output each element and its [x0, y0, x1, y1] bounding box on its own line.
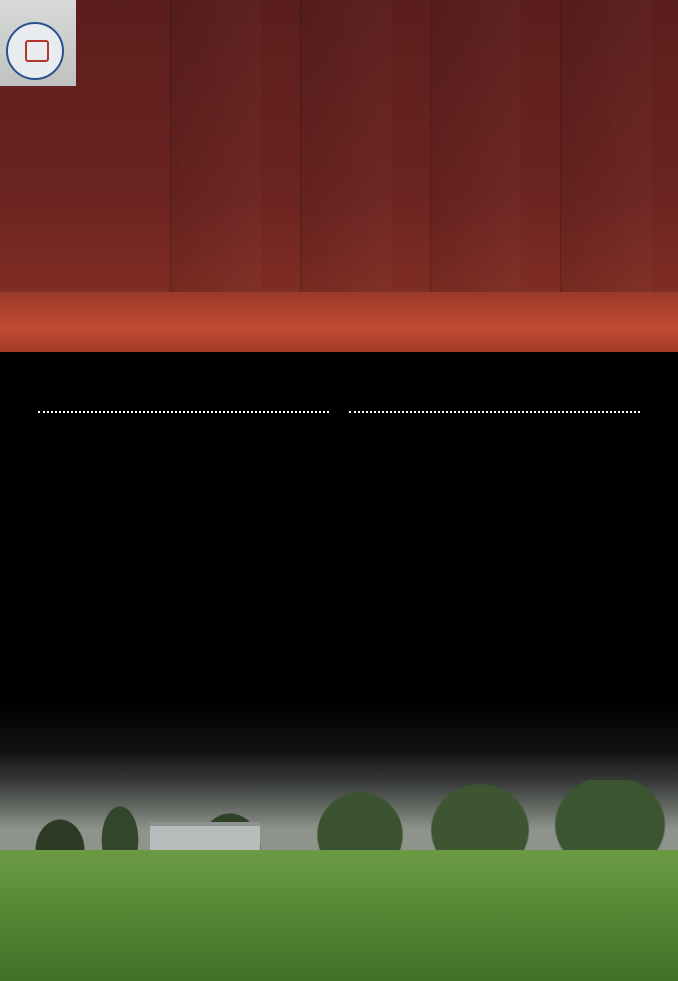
wall-panel [430, 0, 521, 300]
choir-stage-photo [0, 0, 678, 352]
choir-outdoor-photo [0, 700, 678, 981]
wall-panel [560, 0, 651, 300]
lawn [0, 850, 678, 981]
stage-floor [0, 292, 678, 352]
projection-screen [0, 0, 76, 86]
dotted-divider-right [349, 411, 640, 413]
dotted-divider-left [38, 411, 329, 413]
building [150, 822, 260, 850]
choir-logo-icon [6, 22, 64, 80]
wall-panel [300, 0, 391, 300]
tree-line [0, 780, 678, 860]
wall-panel [170, 0, 261, 300]
section-heading [28, 400, 650, 424]
